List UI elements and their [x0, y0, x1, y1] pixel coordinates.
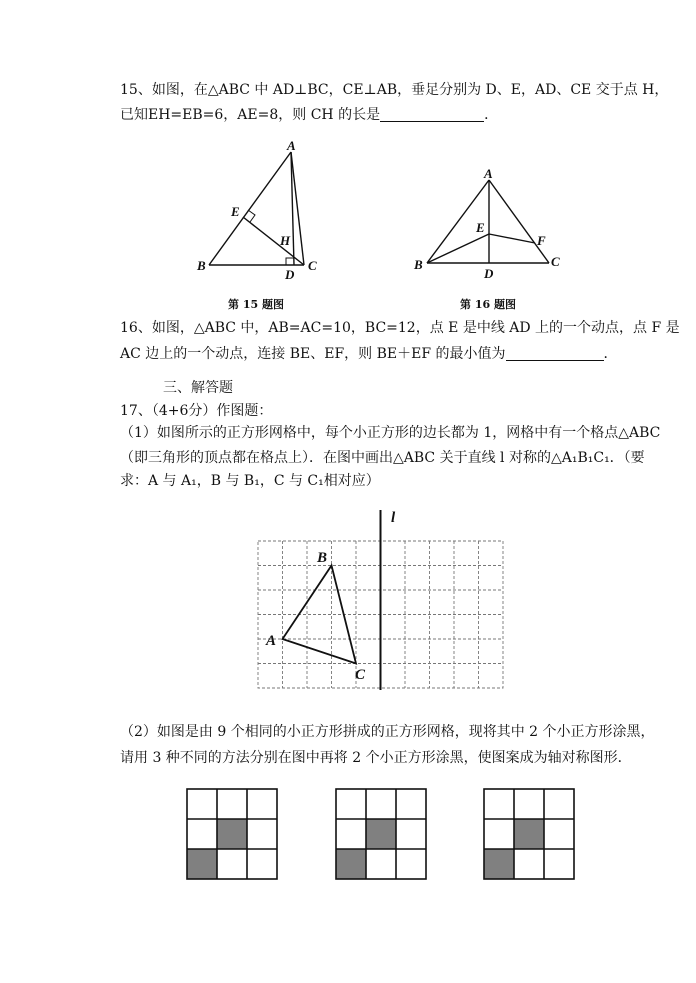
- fig16-label-d: D: [484, 266, 494, 280]
- square-grid-1: [187, 789, 277, 879]
- q16-end: ．: [603, 346, 618, 362]
- figure-15: [190, 135, 330, 280]
- grid-label-l: l: [391, 510, 396, 526]
- fig15-caption: 第 15 题图: [228, 298, 284, 311]
- fig16-label-c: C: [551, 254, 560, 269]
- fig16-caption: 第 16 题图: [460, 298, 516, 311]
- q15-line1: 15、如图，在△ABC 中 AD⊥BC，CE⊥AB，垂足分别为 D、E，AD、CE 交于点 H，: [120, 82, 669, 98]
- figure-17-grid: [255, 505, 515, 695]
- fig15-label-b: B: [197, 258, 206, 273]
- figure-17-squares: [180, 785, 580, 885]
- q16-line2-text: AC 边上的一个动点，连接 BE、EF，则 BE＋EF 的最小值为: [120, 346, 506, 362]
- fig16-segment-ef: [489, 234, 535, 243]
- q17-p2-line2: 请用 3 种不同的方法分别在图中再将 2 个小正方形涂黑，使图案成为轴对称图形．: [120, 750, 632, 766]
- fig15-label-e: E: [231, 204, 240, 219]
- q16-answer-blank: [506, 346, 604, 361]
- q16-line2: [120, 344, 618, 364]
- fig15-right-angle-d: [286, 258, 294, 265]
- q15-line2: [120, 105, 498, 125]
- grid-label-b: B: [317, 550, 328, 566]
- q15-answer-blank: [380, 107, 484, 122]
- q17-head: 17、（4+6分）作图题：: [120, 403, 273, 419]
- fig15-label-h: H: [280, 233, 291, 248]
- grid-label-a: A: [266, 633, 277, 649]
- figure-16: [410, 160, 570, 280]
- q17-p1-line3: 求：A 与 A₁，B 与 B₁，C 与 C₁相对应）: [120, 473, 380, 489]
- q17-p1-line2: （即三角形的顶点都在格点上）．在图中画出△ABC 关于直线 l 对称的△A₁B₁C₁．（要: [120, 450, 645, 466]
- fig15-altitude-ce: [243, 217, 304, 265]
- q15-end: ．: [484, 107, 499, 123]
- section-title: 三、解答题: [163, 380, 233, 396]
- q17-p2-line1: （2）如图是由 9 个相同的小正方形拼成的正方形网格，现将其中 2 个小正方形涂黑，: [120, 724, 655, 740]
- grid-label-c: C: [355, 667, 366, 683]
- fig15-right-angle-e: [248, 210, 255, 222]
- fig16-label-f: F: [537, 233, 546, 248]
- fig15-label-d: D: [285, 267, 295, 280]
- q17-p1-line1: （1）如图所示的正方形网格中，每个小正方形的边长都为 1，网格中有一个格点△ABC: [120, 425, 661, 441]
- fig15-label-c: C: [308, 258, 317, 273]
- fig16-label-b: B: [414, 257, 423, 272]
- q16-line1: 16、如图，△ABC 中，AB=AC=10，BC=12，点 E 是中线 AD 上的一个动点，点 F 是: [120, 320, 680, 336]
- fig16-label-a: A: [484, 166, 493, 181]
- fig16-segment-be: [427, 234, 489, 263]
- fig16-side-ac: [489, 180, 549, 263]
- q15-line2-text: 已知EH=EB=6，AE=8，则 CH 的长是: [120, 107, 381, 123]
- square-grid-3: [484, 789, 574, 879]
- fig15-side-ab: [209, 152, 291, 265]
- square-grid-2: [336, 789, 426, 879]
- fig15-label-a: A: [287, 138, 296, 153]
- fig16-label-e: E: [476, 220, 485, 235]
